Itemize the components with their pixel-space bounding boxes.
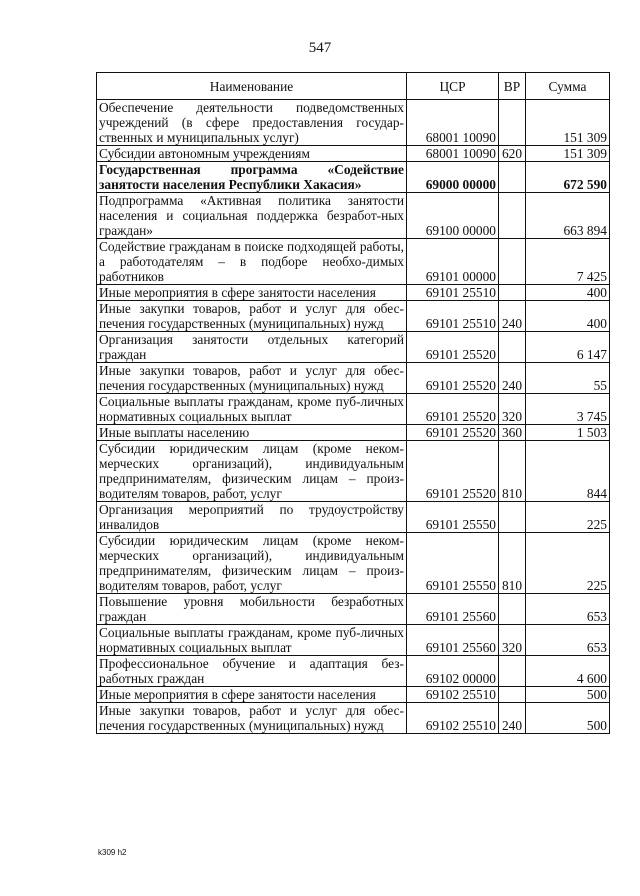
row-sum-cell: 653: [526, 625, 610, 656]
row-name-cell: Организация мероприятий по трудоустройству инвалидов: [97, 502, 407, 533]
table-row: [97, 285, 610, 301]
row-csr-cell: 69101 25520: [407, 363, 499, 394]
table-row: [97, 594, 610, 625]
row-vr-cell: 620: [499, 146, 526, 162]
row-vr-cell: 240: [499, 301, 526, 332]
row-csr-cell: 69101 25520: [407, 441, 499, 502]
table-row: [97, 425, 610, 441]
row-csr-cell: 69000 00000: [407, 162, 499, 193]
row-name-cell: Обеспечение деятельности подведомственных учреждений (в сфере предоставления государ-ственных и муниципальных услуг): [97, 100, 407, 146]
row-vr-cell: 320: [499, 625, 526, 656]
row-name-cell: Иные мероприятия в сфере занятости населения: [97, 687, 407, 703]
row-csr-cell: 69101 25510: [407, 285, 499, 301]
row-name-cell: Субсидии юридическим лицам (кроме неком-мерческих организаций), индивидуальным предпринимателям, физическим лицам – произ-водителям товаров, работ, услуг: [97, 533, 407, 594]
table-row: [97, 146, 610, 162]
row-vr-cell: [499, 594, 526, 625]
footer-code: k309 h2: [98, 848, 127, 857]
header-sum: Сумма: [526, 73, 610, 100]
row-sum-cell: 1 503: [526, 425, 610, 441]
table-row: [97, 502, 610, 533]
header-vr: ВР: [499, 73, 526, 100]
row-vr-cell: 240: [499, 363, 526, 394]
row-name-cell: Иные закупки товаров, работ и услуг для обес-печения государственных (муниципальных) нужд: [97, 301, 407, 332]
budget-table: [96, 72, 610, 734]
row-csr-cell: 69101 25560: [407, 625, 499, 656]
row-sum-cell: 7 425: [526, 239, 610, 285]
table-row: [97, 687, 610, 703]
header-csr: ЦСР: [407, 73, 499, 100]
row-sum-cell: 663 894: [526, 193, 610, 239]
row-sum-cell: 844: [526, 441, 610, 502]
row-vr-cell: [499, 239, 526, 285]
row-sum-cell: 6 147: [526, 332, 610, 363]
table-row: [97, 533, 610, 594]
row-vr-cell: 360: [499, 425, 526, 441]
row-vr-cell: [499, 162, 526, 193]
row-vr-cell: [499, 100, 526, 146]
row-sum-cell: 3 745: [526, 394, 610, 425]
row-vr-cell: 320: [499, 394, 526, 425]
row-sum-cell: 225: [526, 502, 610, 533]
row-csr-cell: 69100 00000: [407, 193, 499, 239]
row-name-cell: Социальные выплаты гражданам, кроме пуб-личных нормативных социальных выплат: [97, 394, 407, 425]
table-row: [97, 703, 610, 734]
row-csr-cell: 69102 25510: [407, 687, 499, 703]
row-vr-cell: [499, 502, 526, 533]
row-sum-cell: 400: [526, 285, 610, 301]
table-row: [97, 394, 610, 425]
row-name-cell: Повышение уровня мобильности безработных граждан: [97, 594, 407, 625]
row-csr-cell: 69101 25520: [407, 332, 499, 363]
table-row: [97, 193, 610, 239]
row-sum-cell: 4 600: [526, 656, 610, 687]
row-sum-cell: 672 590: [526, 162, 610, 193]
row-sum-cell: 500: [526, 687, 610, 703]
row-csr-cell: 69101 25560: [407, 594, 499, 625]
row-name-cell: Субсидии автономным учреждениям: [97, 146, 407, 162]
header-name: Наименование: [97, 73, 407, 100]
table-row: [97, 625, 610, 656]
row-name-cell: Государственная программа «Содействие занятости населения Республики Хакасия»: [97, 162, 407, 193]
table-row: [97, 162, 610, 193]
row-sum-cell: 225: [526, 533, 610, 594]
table-row: [97, 239, 610, 285]
row-name-cell: Профессиональное обучение и адаптация без-работных граждан: [97, 656, 407, 687]
row-vr-cell: [499, 332, 526, 363]
table-row: [97, 363, 610, 394]
table-row: [97, 301, 610, 332]
row-name-cell: Содействие гражданам в поиске подходящей работы, а работодателям – в подборе необхо-димых работников: [97, 239, 407, 285]
row-csr-cell: 69101 00000: [407, 239, 499, 285]
row-sum-cell: 55: [526, 363, 610, 394]
row-vr-cell: 810: [499, 441, 526, 502]
row-vr-cell: [499, 687, 526, 703]
row-vr-cell: [499, 656, 526, 687]
table-row: [97, 656, 610, 687]
row-sum-cell: 151 309: [526, 100, 610, 146]
row-name-cell: Социальные выплаты гражданам, кроме пуб-личных нормативных социальных выплат: [97, 625, 407, 656]
row-vr-cell: 240: [499, 703, 526, 734]
page-number: 547: [308, 40, 332, 56]
row-vr-cell: [499, 193, 526, 239]
row-name-cell: Субсидии юридическим лицам (кроме неком-мерческих организаций), индивидуальным предпринимателям, физическим лицам – произ-водителям товаров, работ, услуг: [97, 441, 407, 502]
row-csr-cell: 69102 25510: [407, 703, 499, 734]
row-vr-cell: 810: [499, 533, 526, 594]
table-row: [97, 332, 610, 363]
table-row: [97, 441, 610, 502]
row-csr-cell: 69101 25520: [407, 425, 499, 441]
row-sum-cell: 653: [526, 594, 610, 625]
row-name-cell: Иные закупки товаров, работ и услуг для обес-печения государственных (муниципальных) нужд: [97, 363, 407, 394]
row-sum-cell: 400: [526, 301, 610, 332]
row-csr-cell: 69101 25550: [407, 502, 499, 533]
row-csr-cell: 68001 10090: [407, 146, 499, 162]
row-name-cell: Иные мероприятия в сфере занятости населения: [97, 285, 407, 301]
table-body: [97, 100, 610, 734]
row-vr-cell: [499, 285, 526, 301]
table-row: [97, 100, 610, 146]
row-csr-cell: 69101 25550: [407, 533, 499, 594]
row-name-cell: Организация занятости отдельных категорий граждан: [97, 332, 407, 363]
row-sum-cell: 151 309: [526, 146, 610, 162]
row-csr-cell: 69102 00000: [407, 656, 499, 687]
row-csr-cell: 69101 25520: [407, 394, 499, 425]
row-csr-cell: 68001 10090: [407, 100, 499, 146]
row-name-cell: Иные выплаты населению: [97, 425, 407, 441]
row-sum-cell: 500: [526, 703, 610, 734]
table-header-row: [97, 73, 610, 100]
row-csr-cell: 69101 25510: [407, 301, 499, 332]
row-name-cell: Иные закупки товаров, работ и услуг для обес-печения государственных (муниципальных) нужд: [97, 703, 407, 734]
row-name-cell: Подпрограмма «Активная политика занятости населения и социальная поддержка безработ-ных граждан»: [97, 193, 407, 239]
